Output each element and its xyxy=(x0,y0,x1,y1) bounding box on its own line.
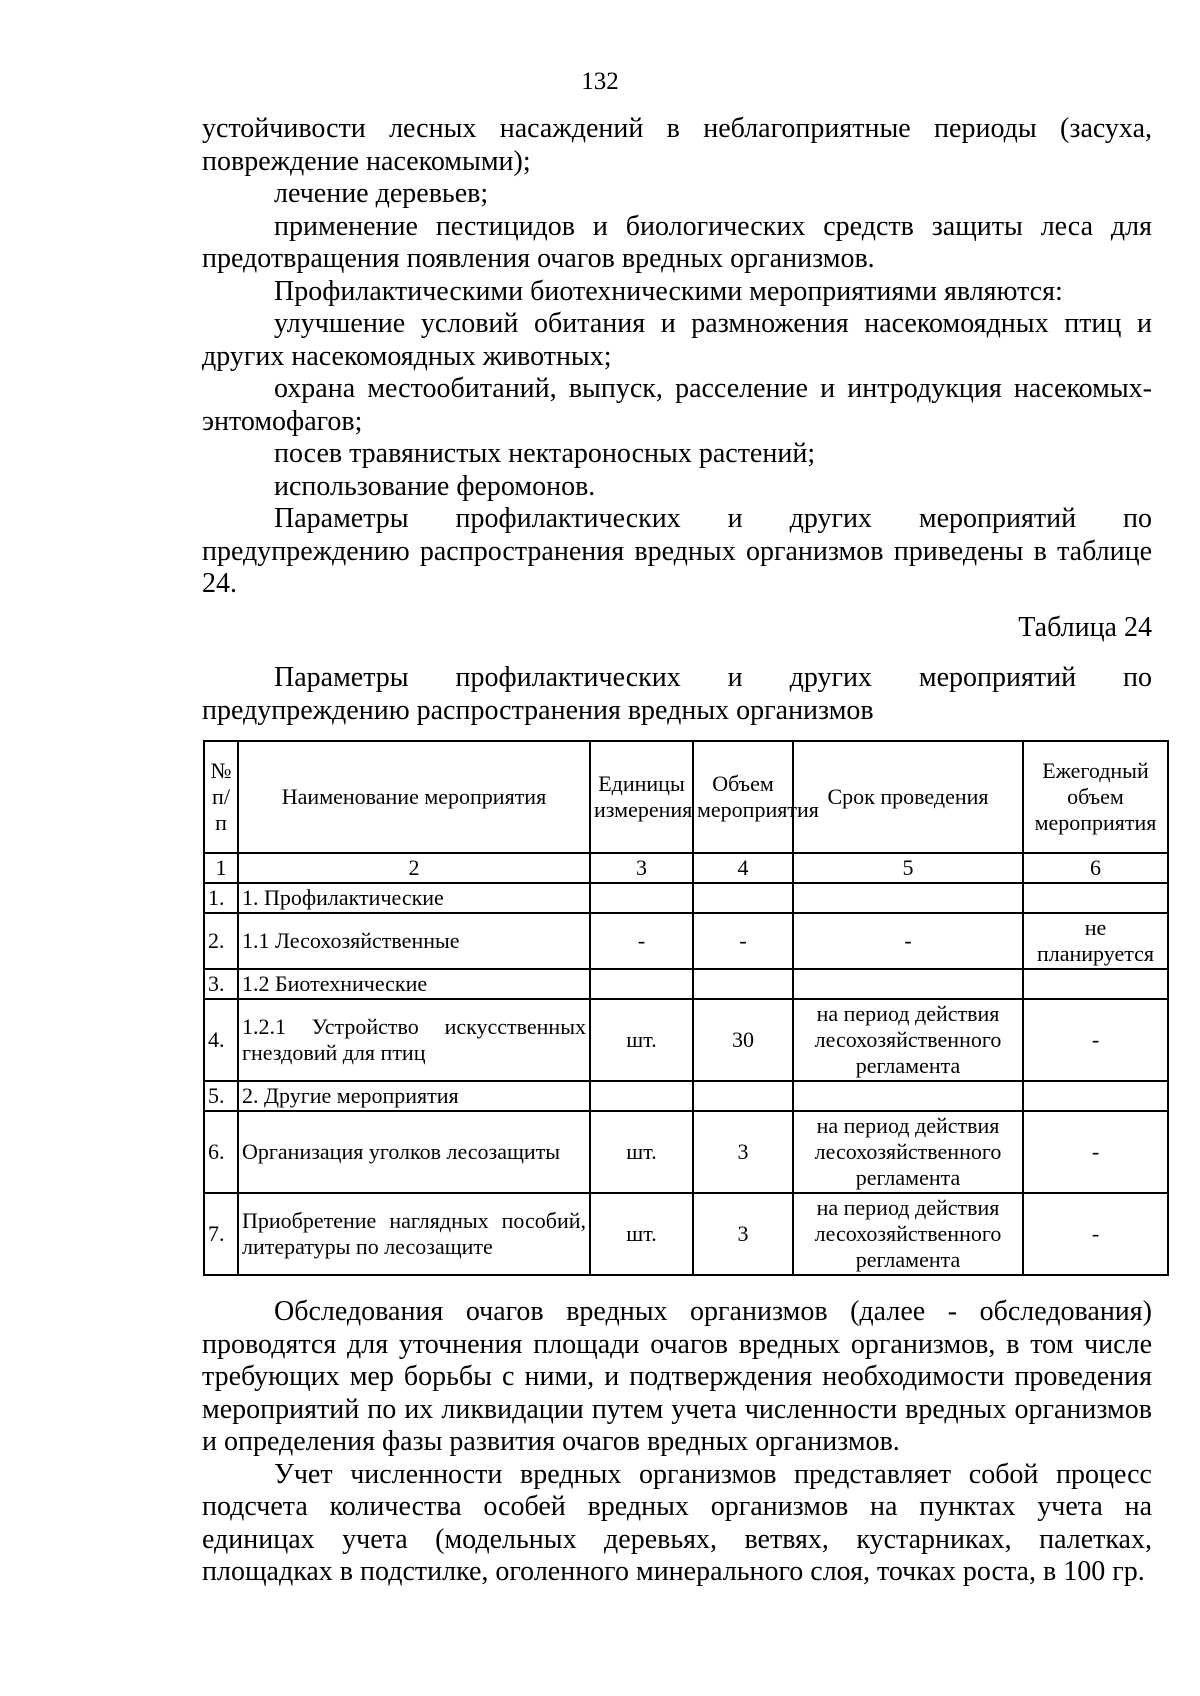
cell-period: на период действия лесохозяйственного регламента xyxy=(793,1193,1023,1275)
paragraph: улучшение условий обитания и размножения насекомоядных птиц и других насекомоядных животных; xyxy=(202,308,1152,372)
cell-annual: - xyxy=(1023,999,1168,1081)
column-number: 1 xyxy=(204,853,238,883)
cell-period xyxy=(793,883,1023,913)
header-period: Срок проведения xyxy=(793,741,1023,853)
cell-unit xyxy=(590,883,693,913)
cell-period: на период действия лесохозяйственного регламента xyxy=(793,999,1023,1081)
cell-name: 2. Другие мероприятия xyxy=(238,1081,590,1111)
paragraph: Параметры профилактических и других мероприятий по предупреждению распространения вредных организмов приведены в таблице 24. xyxy=(202,503,1152,599)
header-volume: Объем мероприятия xyxy=(693,741,793,853)
paragraph: Учет численности вредных организмов представляет собой процесс подсчета количества особей вредных организмов на пунктах учета на единицах учета (модельных деревьях, ветвях, кустарниках, палетках, площадках в подстилке, оголенного минерального слоя, точках роста, в 100 гр. xyxy=(202,1458,1152,1587)
table-row xyxy=(204,1193,1168,1275)
cell-volume: - xyxy=(693,913,793,969)
cell-annual xyxy=(1023,883,1168,913)
column-number: 6 xyxy=(1023,853,1168,883)
header-unit: Единицы измерения xyxy=(590,741,693,853)
column-number: 5 xyxy=(793,853,1023,883)
cell-unit xyxy=(590,969,693,999)
closing-text xyxy=(202,1296,1152,1589)
paragraph: посев травянистых нектароносных растений; xyxy=(274,438,816,469)
cell-name: 1.2 Биотехнические xyxy=(238,969,590,999)
cell-period xyxy=(793,969,1023,999)
column-number: 3 xyxy=(590,853,693,883)
column-number: 2 xyxy=(238,853,590,883)
paragraph: лечение деревьев; xyxy=(274,178,489,209)
cell-period: на период действия лесохозяйственного регламента xyxy=(793,1111,1023,1193)
cell-annual: не планируется xyxy=(1023,913,1168,969)
header-annual: Ежегодный объем мероприятия xyxy=(1023,741,1168,853)
cell-unit: шт. xyxy=(590,1193,693,1275)
cell-annual xyxy=(1023,969,1168,999)
cell-volume: 3 xyxy=(693,1111,793,1193)
cell-num: 3. xyxy=(204,969,238,999)
table-row xyxy=(204,969,1168,999)
cell-volume xyxy=(693,883,793,913)
cell-annual xyxy=(1023,1081,1168,1111)
cell-volume xyxy=(693,969,793,999)
table-row xyxy=(204,1111,1168,1193)
paragraph: Обследования очагов вредных организмов (далее - обследования) проводятся для уточнения площади очагов вредных организмов, в том числе требующих мер борьбы с ними, и подтверждения необходимости проведения мероприятий по их ликвидации путем учета численности вредных организмов и определения фазы развития очагов вредных организмов. xyxy=(202,1296,1152,1457)
cell-volume: 3 xyxy=(693,1193,793,1275)
cell-unit: шт. xyxy=(590,1111,693,1193)
header-name: Наименование мероприятия xyxy=(238,741,590,853)
cell-annual: - xyxy=(1023,1111,1168,1193)
table-row xyxy=(204,999,1168,1081)
cell-volume xyxy=(693,1081,793,1111)
cell-period xyxy=(793,1081,1023,1111)
header-num: № п/п xyxy=(204,741,238,853)
intro-text xyxy=(202,113,1152,601)
paragraph: Профилактическими биотехническими мероприятиями являются: xyxy=(274,275,1063,307)
cell-num: 2. xyxy=(204,913,238,969)
cell-name: 1. Профилактические xyxy=(238,883,590,913)
paragraph: использование феромонов. xyxy=(274,470,596,502)
cell-annual: - xyxy=(1023,1193,1168,1275)
paragraph: применение пестицидов и биологических средств защиты леса для предотвращения появления очагов вредных организмов. xyxy=(202,210,1152,274)
table-label: Таблица 24 xyxy=(1018,612,1152,643)
page-number: 132 xyxy=(581,68,619,95)
cell-name: 1.1 Лесохозяйственные xyxy=(238,913,590,969)
cell-num: 7. xyxy=(204,1193,238,1275)
cell-name: Организация уголков лесозащиты xyxy=(238,1111,590,1193)
table-row xyxy=(204,883,1168,913)
table-header-row xyxy=(204,741,1168,853)
paragraph: устойчивости лесных насаждений в неблагоприятные периоды (засуха, повреждение насекомыми); xyxy=(202,113,1152,177)
cell-num: 1. xyxy=(204,883,238,913)
column-number: 4 xyxy=(693,853,793,883)
cell-name: Приобретение наглядных пособий, литературы по лесозащите xyxy=(238,1193,590,1275)
cell-period: - xyxy=(793,913,1023,969)
cell-num: 6. xyxy=(204,1111,238,1193)
table-caption-text: Параметры профилактических и других мероприятий по предупреждению распространения вредных организмов xyxy=(202,662,1152,726)
column-number-row xyxy=(204,853,1168,883)
cell-volume: 30 xyxy=(693,999,793,1081)
cell-num: 4. xyxy=(204,999,238,1081)
table-caption xyxy=(202,662,1152,727)
cell-name: 1.2.1 Устройство искусственных гнездовий для птиц xyxy=(238,999,590,1081)
table-row xyxy=(204,913,1168,969)
measures-table xyxy=(203,740,1169,1276)
cell-unit: - xyxy=(590,913,693,969)
cell-num: 5. xyxy=(204,1081,238,1111)
cell-unit xyxy=(590,1081,693,1111)
table-row xyxy=(204,1081,1168,1111)
cell-unit: шт. xyxy=(590,999,693,1081)
paragraph: охрана местообитаний, выпуск, расселение и интродукция насекомых-энтомофагов; xyxy=(202,373,1152,437)
